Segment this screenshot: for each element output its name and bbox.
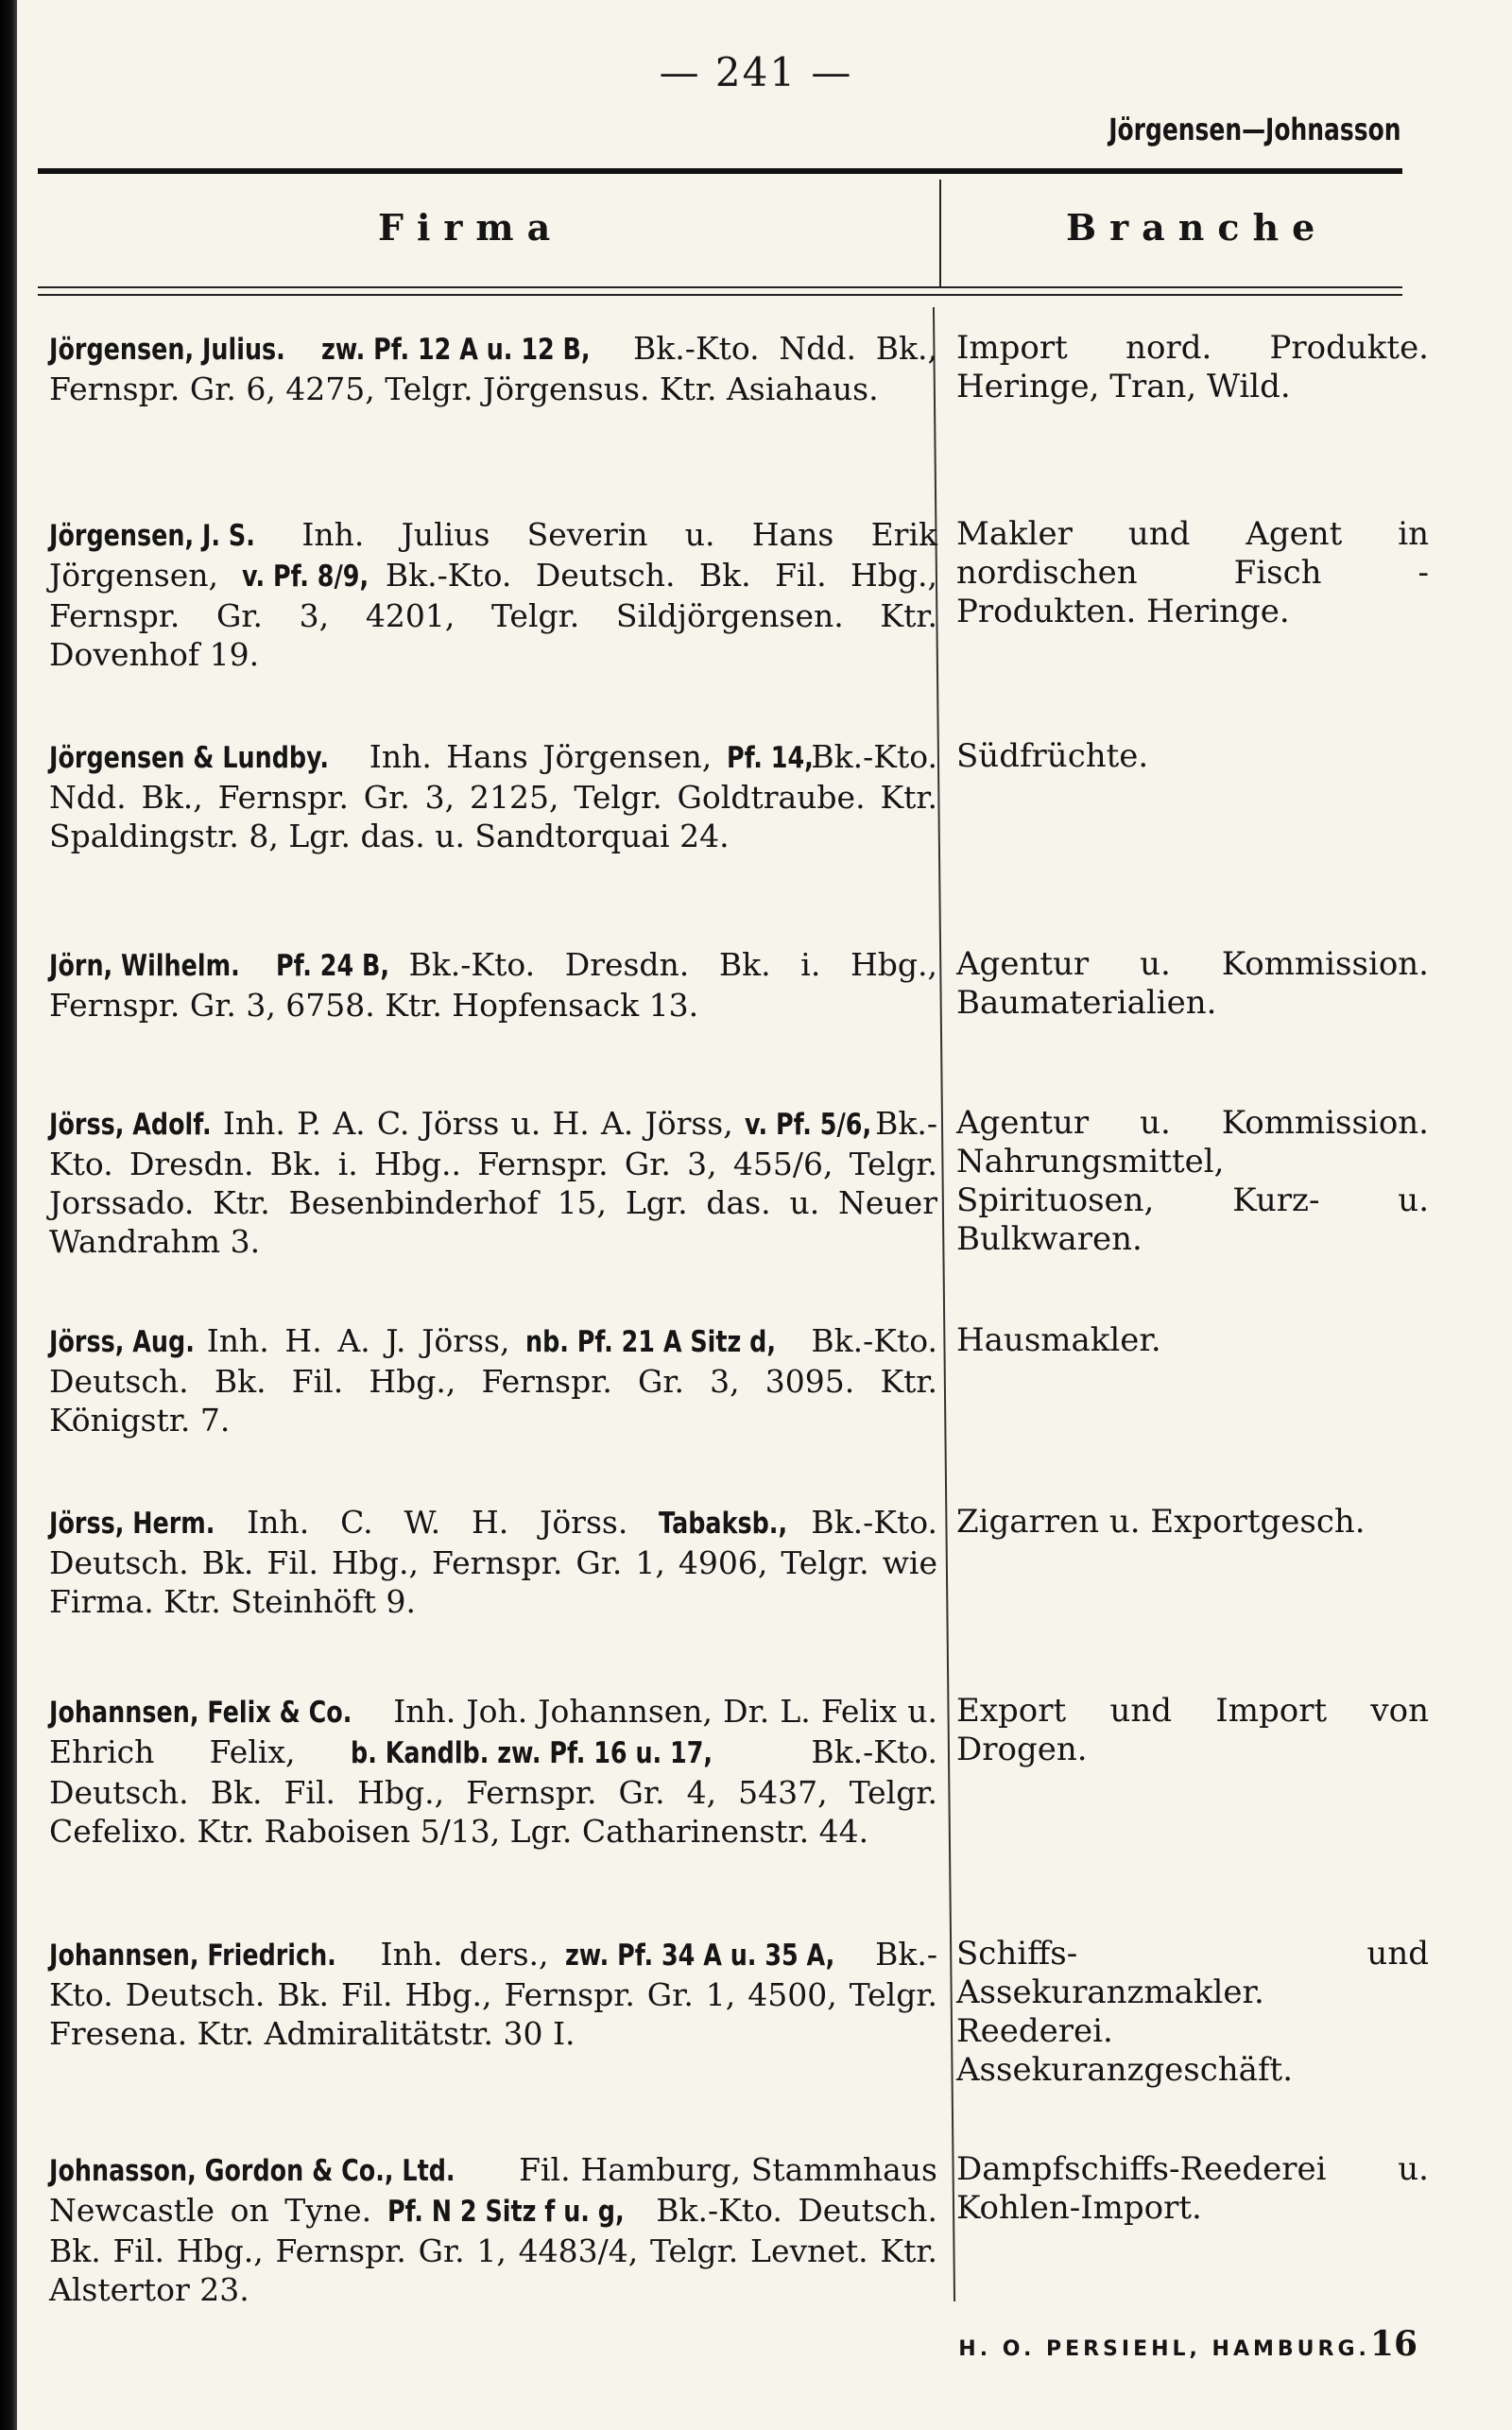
firma-details: Bk.-Kto. Dresdn. Bk. i. Hbg.. Fernspr. Gr. 3, 455/6, Telgr. Jorssado. Ktr. Besenbinderhof 15, Lgr. das. u. Neuer Wandrahm 3. [49, 1105, 937, 1260]
sheet-number: 16 [1369, 2324, 1418, 2364]
location-code: zw. Pf. 34 A u. 35 A, [565, 1939, 835, 1973]
branche-text: Schiffs- und Assekuranzmakler. Reederei. Assekuranzgeschäft. [956, 1935, 1429, 2089]
firma-text [49, 2150, 937, 2309]
firma-text [49, 945, 937, 1025]
location-code: zw. Pf. 12 A u. 12 B, [320, 333, 591, 367]
branche-text: Import nord. Produkte. Heringe, Tran, Wild. [956, 329, 1429, 405]
company-name: Jörn, Wilhelm. [49, 949, 240, 983]
firma-details: Bk.-Kto. Deutsch. Bk. Fil. Hbg., Fernspr. Gr. 3, 3095. Ktr. Königstr. 7. [49, 1322, 937, 1439]
column-heading-branche: Branche [1066, 206, 1329, 249]
firma-text [49, 737, 937, 855]
company-name: Jörss, Herm. [49, 1507, 215, 1541]
firma-details: Bk.-Kto. Deutsch. Bk. Fil. Hbg., Fernspr. Gr. 1, 4906, Telgr. wie Firma. Ktr. Steinhöft 9. [49, 1504, 938, 1620]
company-name: Jörgensen, J. S. [49, 519, 255, 553]
location-code: Pf. N 2 Sitz f u. g, [387, 2195, 625, 2229]
location-code: b. Kandlb. zw. Pf. 16 u. 17, [350, 1736, 713, 1770]
company-name: Jörgensen, Julius. [49, 333, 285, 367]
header-column-divider [939, 180, 941, 288]
location-code: Pf. 14, [726, 741, 814, 775]
firma-text [49, 1321, 937, 1439]
company-name: Johannsen, Felix & Co. [49, 1696, 352, 1730]
firma-details: Inh. Julius Severin u. Hans Erik Jörgensen, [49, 516, 937, 594]
header-rule-bottom-double [38, 294, 1402, 296]
imprint-text: H. O. PERSIEHL, HAMBURG. [958, 2337, 1370, 2361]
firma-text [49, 1692, 937, 1851]
firma-details: Inh. Joh. Johannsen, Dr. L. Felix u. Ehrich Felix, [49, 1693, 937, 1770]
firma-details: Inh. H. A. J. Jörss, [206, 1322, 526, 1359]
firma-details: Inh. ders., [380, 1936, 566, 1973]
firma-details: Bk.-Kto. Deutsch. Bk. Fil. Hbg., Fernspr. Gr. 3, 4201, Telgr. Sildjörgensen. Ktr. Dovenhof 19. [49, 557, 937, 673]
firma-details: Bk.-Kto. Deutsch. Bk. Fil. Hbg., Fernspr. Gr. 1, 4483/4, Telgr. Levnet. Ktr. Alstertor 23. [49, 2192, 937, 2308]
branche-text: Makler und Agent in nordischen Fisch - Produkten. Heringe. [956, 515, 1429, 630]
branche-text: Zigarren u. Exportgesch. [956, 1503, 1366, 1541]
column-heading-firma: Firma [378, 206, 564, 249]
firma-details: Inh. P. A. C. Jörss u. H. A. Jörss, [222, 1105, 745, 1142]
printer-imprint [958, 2324, 1418, 2364]
page-number: — 241 — [659, 49, 853, 95]
firma-text [49, 515, 937, 674]
company-name: Jörss, Adolf. [49, 1108, 212, 1142]
firma-text [49, 1503, 937, 1621]
firma-details: Bk.-Kto. Dresdn. Bk. i. Hbg., Fernspr. Gr. 3, 6758. Ktr. Hopfensack 13. [49, 946, 937, 1024]
branche-text: Export und Import von Drogen. [956, 1692, 1429, 1768]
firma-details: Inh. Hans Jörgensen, [369, 738, 727, 775]
firma-details: Bk.-Kto. Ndd. Bk., Fernspr. Gr. 3, 2125, Telgr. Goldtraube. Ktr. Spaldingstr. 8, Lgr. das. u. Sandtorquai 24. [49, 738, 937, 854]
branche-text: Agentur u. Kommission. Baumaterialien. [956, 945, 1429, 1022]
firma-details: Bk.-Kto. Ndd. Bk., Fernspr. Gr. 6, 4275, Telgr. Jörgensus. Ktr. Asiahaus. [49, 330, 937, 407]
header-rule-bottom [38, 286, 1402, 288]
branche-text: Südfrüchte. [956, 737, 1149, 775]
location-code: nb. Pf. 21 A Sitz d, [525, 1325, 777, 1359]
branche-text: Dampfschiffs-Reederei u. Kohlen-Import. [956, 2150, 1429, 2227]
firma-details: Fil. Hamburg, Stammhaus Newcastle on Tyne. [49, 2151, 937, 2229]
firma-text [49, 1935, 937, 2053]
page-binding-edge [0, 0, 17, 2430]
branche-text: Agentur u. Kommission. Nahrungsmittel, Spirituosen, Kurz- u. Bulkwaren. [956, 1104, 1429, 1258]
branche-text: Hausmakler. [956, 1321, 1161, 1359]
company-name: Johannsen, Friedrich. [49, 1939, 336, 1973]
company-name: Jörss, Aug. [49, 1325, 195, 1359]
company-name: Johnasson, Gordon & Co., Ltd. [49, 2154, 455, 2188]
firma-text [49, 329, 937, 408]
header-rule-top [38, 168, 1402, 174]
location-code: v. Pf. 5/6, [744, 1108, 872, 1142]
location-code: v. Pf. 8/9, [242, 560, 369, 594]
firma-text [49, 1104, 937, 1261]
company-name: Jörgensen & Lundby. [49, 741, 330, 775]
firma-details: Bk.-Kto. Deutsch. Bk. Fil. Hbg., Fernspr. Gr. 4, 5437, Telgr. Cefelixo. Ktr. Raboisen 5/13, Lgr. Catharinenstr. 44. [49, 1733, 937, 1850]
firma-details: Inh. C. W. H. Jörss. [247, 1504, 660, 1541]
location-code: Pf. 24 B, [276, 949, 390, 983]
running-head: Jörgensen—Johnasson [1108, 112, 1400, 147]
firma-details: Bk.-Kto. Deutsch. Bk. Fil. Hbg., Fernspr. Gr. 1, 4500, Telgr. Fresena. Ktr. Admiralitätstr. 30 I. [49, 1936, 937, 2052]
location-code: Tabaksb., [659, 1507, 788, 1541]
